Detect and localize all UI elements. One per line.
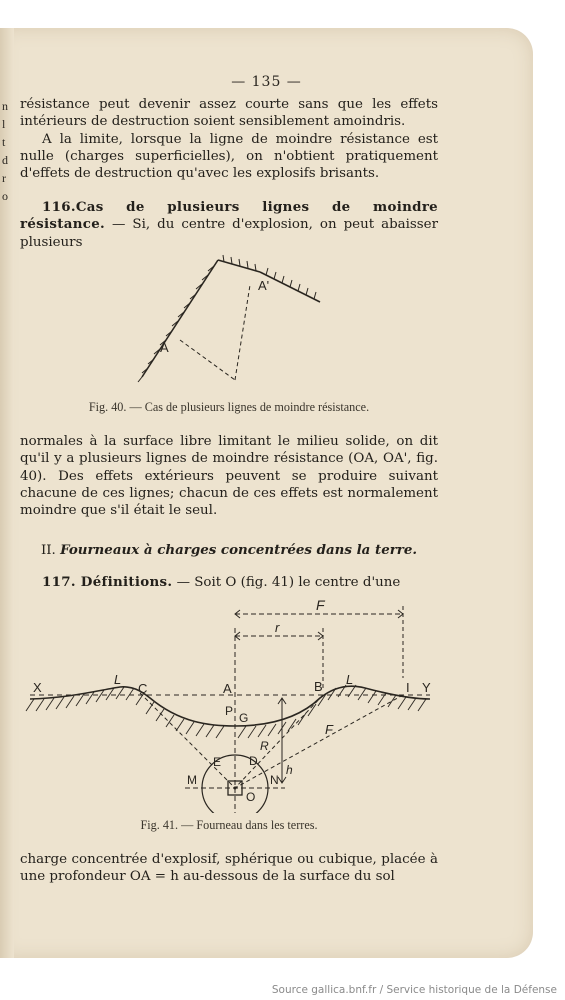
figure-label: I: [406, 680, 410, 695]
margin-fragment: n: [2, 99, 8, 113]
figure-label: A: [160, 340, 169, 355]
paragraph: [20, 574, 438, 591]
figure-label: h: [286, 763, 293, 777]
figure-label: G: [239, 711, 249, 725]
figure-label: F: [316, 598, 325, 613]
figure-label: B: [314, 679, 323, 694]
margin-fragment: l: [2, 117, 6, 131]
figure-label: r: [275, 620, 280, 635]
figure-caption: Fig. 41. — Fourneau dans les terres.: [140, 818, 318, 832]
paragraph: [20, 96, 438, 182]
figure-label: O: [246, 790, 256, 804]
paragraph-text: — Si, du centre d'explosion, on peut abaisser plusieurs: [20, 217, 439, 250]
section-number: II.: [40, 543, 56, 558]
figure-label: L: [346, 672, 354, 687]
figure-label: A: [223, 681, 232, 696]
section-title-text: Fourneaux à charges concentrées dans la terre.: [60, 542, 418, 558]
paragraph-text: A la limite, lorsque la ligne de moindre résistance est nulle (charges superficielles), on n'obtient pratiquement d'effets de destruction qu'avec les explosifs brisants.: [20, 131, 438, 182]
figure-label: Y: [422, 680, 431, 695]
figure-label: P: [225, 704, 234, 718]
figure-41: [20, 598, 440, 813]
figure-label: C: [138, 681, 148, 696]
figure-label: X: [33, 680, 42, 695]
figure-label: R: [260, 739, 269, 753]
source-attribution: Source gallica.bnf.fr / Service historique de la Défense: [271, 984, 557, 996]
section-title: [20, 542, 438, 558]
paragraph: normales à la surface libre limitant le milieu solide, on dit qu'il y a plusieurs lignes de moindre résistance (OA, OA', fig. 40). Des effets extérieurs peuvent se produire suivant chacune de ces lignes; chacun de ces effets est normalement moindre que s'il était le seul.: [20, 434, 438, 519]
margin-fragment: r: [2, 171, 6, 185]
margin-fragment: t: [2, 135, 6, 149]
figure-label: L: [114, 672, 122, 687]
paragraph-text: résistance peut devenir assez courte sans que les effets intérieurs de destruction soient sensiblement amoindris.: [20, 97, 438, 130]
section-heading: 117. Définitions.: [42, 574, 173, 590]
margin-fragment: o: [2, 189, 8, 203]
book-page: [0, 28, 533, 958]
figure-label: E: [213, 755, 222, 769]
figure-40: [120, 250, 330, 390]
figure-label: M: [187, 773, 197, 787]
section-heading: 116.Cas de plusieurs lignes de moindre résistance.: [20, 199, 438, 233]
paragraph: [20, 199, 438, 251]
figure-label: F: [325, 722, 333, 737]
margin-fragment: d: [2, 153, 8, 167]
figure-label: D: [249, 754, 258, 768]
paragraph: charge concentrée d'explosif, sphérique ou cubique, placée à une profondeur OA = h au-dessous de la surface du sol: [20, 852, 438, 885]
figure-label: A': [258, 278, 270, 293]
page-number: — 135 —: [231, 74, 302, 90]
paragraph-text: — Soit O (fig. 41) le centre d'une: [176, 575, 401, 590]
figure-label: N: [270, 773, 279, 787]
figure-caption: Fig. 40. — Cas de plusieurs lignes de moindre résistance.: [88, 400, 370, 414]
